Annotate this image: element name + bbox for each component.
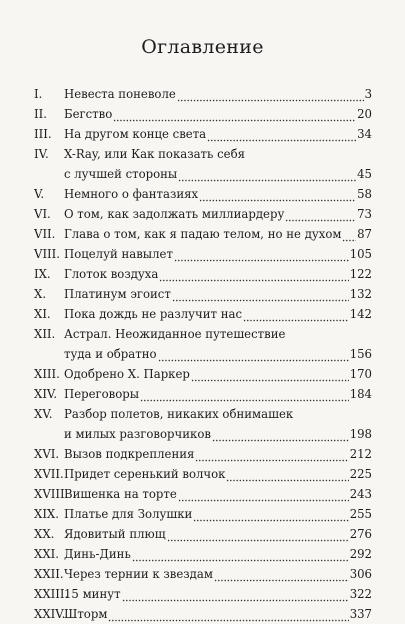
page-number: 156 (349, 347, 372, 361)
chapter-title: Платинум эгоист (64, 287, 171, 301)
page-number: 306 (349, 567, 372, 581)
chapter-number: XIV. (34, 387, 58, 401)
toc-line (34, 324, 372, 344)
chapter-number: XVIII. (34, 487, 69, 501)
toc-line (34, 204, 372, 224)
chapter-number: XII. (34, 327, 56, 341)
dot-leader (199, 184, 356, 204)
chapter-title: Глава о том, как я падаю телом, но не духом (64, 227, 342, 241)
chapter-number: XVII. (34, 467, 64, 481)
toc-entry (34, 464, 372, 484)
chapter-title-row (64, 524, 372, 544)
table-of-contents (34, 84, 372, 624)
chapter-number: III. (34, 127, 52, 141)
page-number: 322 (349, 587, 372, 601)
chapter-number: II. (34, 107, 47, 121)
page-number: 225 (349, 467, 372, 481)
dot-leader (178, 164, 356, 184)
toc-entry (34, 244, 372, 264)
page-number: 337 (349, 607, 372, 621)
toc-line (34, 304, 372, 324)
chapter-number: XVI. (34, 447, 60, 461)
chapter-number: V. (34, 187, 45, 201)
page-title: Оглавление (141, 36, 264, 58)
chapter-number: XIII. (34, 367, 60, 381)
chapter-number: XXII. (34, 567, 64, 581)
dot-leader (140, 384, 349, 404)
toc-line (34, 544, 372, 564)
dot-leader (285, 204, 356, 224)
chapter-number: X. (34, 287, 47, 301)
toc-entry (34, 444, 372, 464)
chapter-title-row (64, 484, 372, 504)
dot-leader (108, 604, 348, 624)
chapter-title: Разбор полетов, никаких обнимашек (64, 407, 294, 421)
chapter-title: X-Ray, или Как показать себя (64, 147, 245, 161)
chapter-number: IV. (34, 147, 49, 161)
chapter-number: XI. (34, 307, 51, 321)
toc-line (34, 464, 372, 484)
toc-entry (34, 84, 372, 104)
chapter-title: Шторм (64, 607, 108, 621)
dot-leader (207, 124, 356, 144)
dot-leader (195, 444, 348, 464)
toc-line (34, 144, 372, 164)
chapter-title: Поцелуй навылет (64, 247, 173, 261)
chapter-title: Одобрено Х. Паркер (64, 367, 190, 381)
chapter-number: I. (34, 87, 43, 101)
chapter-title-row (64, 424, 372, 444)
page-number: 243 (349, 487, 372, 501)
chapter-title: Немного о фантазиях (64, 187, 199, 201)
chapter-number: VII. (34, 227, 56, 241)
chapter-title: Вишенка на торте (64, 487, 177, 501)
toc-line (34, 164, 372, 184)
toc-entry (34, 524, 372, 544)
chapter-title-row (64, 104, 372, 124)
dot-leader (342, 224, 356, 244)
chapter-title-row (64, 604, 372, 624)
toc-line (34, 104, 372, 124)
page-number: 292 (349, 547, 372, 561)
page-number: 198 (349, 427, 372, 441)
dot-leader (167, 524, 349, 544)
chapter-title-row (64, 144, 372, 164)
toc-entry (34, 184, 372, 204)
page-number: 170 (349, 367, 372, 381)
toc-line (34, 424, 372, 444)
chapter-title: Динь-Динь (64, 547, 131, 561)
dot-leader (174, 244, 349, 264)
toc-line (34, 364, 372, 384)
page-number: 212 (349, 447, 372, 461)
page-number: 87 (357, 227, 372, 241)
chapter-title-row (64, 404, 372, 424)
chapter-title-row (64, 184, 372, 204)
chapter-number: XX. (34, 527, 55, 541)
toc-line (34, 344, 372, 364)
page-number: 184 (349, 387, 372, 401)
toc-line (34, 284, 372, 304)
chapter-title-row (64, 444, 372, 464)
dot-leader (132, 544, 349, 564)
page-number: 34 (357, 127, 372, 141)
chapter-title-row (64, 504, 372, 524)
toc-entry (34, 584, 372, 604)
dot-leader (226, 464, 348, 484)
chapter-title-row (64, 324, 372, 344)
chapter-number: VIII. (34, 247, 61, 261)
toc-entry (34, 204, 372, 224)
dot-leader (113, 104, 356, 124)
chapter-title: Пока дождь не разлучит нас (64, 307, 243, 321)
dot-leader (158, 344, 349, 364)
toc-entry (34, 284, 372, 304)
chapter-title: Астрал. Неожиданное путешествие (64, 327, 286, 341)
toc-entry (34, 484, 372, 504)
chapter-title: Платье для Золушки (64, 507, 193, 521)
chapter-title: Через тернии к звездам (64, 567, 213, 581)
toc-entry (34, 104, 372, 124)
toc-line (34, 384, 372, 404)
toc-entry (34, 364, 372, 384)
chapter-title: Бегство (64, 107, 113, 121)
chapter-number: XXI. (34, 547, 59, 561)
dot-leader (177, 84, 364, 104)
toc-entry (34, 124, 372, 144)
chapter-title: 15 минут (64, 587, 121, 601)
dot-leader (243, 304, 349, 324)
toc-entry (34, 604, 372, 624)
toc-line (34, 584, 372, 604)
chapter-title-row (64, 164, 372, 184)
toc-line (34, 84, 372, 104)
chapter-title: Глоток воздуха (64, 267, 159, 281)
toc-entry (34, 144, 372, 184)
dot-leader (214, 564, 349, 584)
chapter-title: Невеста поневоле (64, 87, 176, 101)
toc-entry (34, 304, 372, 324)
toc-entry (34, 224, 372, 244)
chapter-title: Придет серенький волчок (64, 467, 226, 481)
chapter-title-row (64, 464, 372, 484)
toc-line (34, 444, 372, 464)
toc-line (34, 224, 372, 244)
chapter-title-row (64, 564, 372, 584)
page-number: 3 (364, 87, 372, 101)
dot-leader (193, 504, 348, 524)
toc-entry (34, 324, 372, 364)
toc-line (34, 184, 372, 204)
chapter-title-row (64, 384, 372, 404)
dot-leader (159, 264, 348, 284)
page-number: 45 (357, 167, 372, 181)
chapter-title: На другом конце света (64, 127, 207, 141)
toc-entry (34, 404, 372, 444)
page-number: 132 (349, 287, 372, 301)
chapter-title-row (64, 124, 372, 144)
chapter-number: IX. (34, 267, 51, 281)
chapter-title-row (64, 544, 372, 564)
chapter-number: VI. (34, 207, 51, 221)
toc-line (34, 564, 372, 584)
chapter-title: и милых разговорчиков (64, 427, 211, 441)
chapter-title-row (64, 304, 372, 324)
page-number: 20 (357, 107, 372, 121)
toc-entry (34, 544, 372, 564)
page-number: 73 (357, 207, 372, 221)
page-number: 276 (349, 527, 372, 541)
page-number: 58 (357, 187, 372, 201)
chapter-title-row (64, 284, 372, 304)
toc-line (34, 404, 372, 424)
toc-line (34, 604, 372, 624)
toc-line (34, 504, 372, 524)
toc-entry (34, 564, 372, 584)
dot-leader (178, 484, 349, 504)
chapter-title: Ядовитый плющ (64, 527, 166, 541)
toc-line (34, 244, 372, 264)
chapter-number: XXIV. (34, 607, 66, 621)
chapter-title-row (64, 584, 372, 604)
dot-leader (122, 584, 349, 604)
chapter-title: с лучшей стороны (64, 167, 178, 181)
page-number: 142 (349, 307, 372, 321)
chapter-title: туда и обратно (64, 347, 157, 361)
chapter-title-row (64, 84, 372, 104)
page-number: 255 (349, 507, 372, 521)
chapter-title: Переговоры (64, 387, 140, 401)
chapter-title-row (64, 204, 372, 224)
toc-line (34, 484, 372, 504)
chapter-title-row (64, 264, 372, 284)
chapter-title-row (64, 224, 372, 244)
page-number: 105 (349, 247, 372, 261)
dot-leader (172, 284, 349, 304)
toc-entry (34, 504, 372, 524)
chapter-title: Вызов подкрепления (64, 447, 195, 461)
dot-leader (212, 424, 349, 444)
chapter-number: XIX. (34, 507, 59, 521)
toc-line (34, 124, 372, 144)
page-number: 122 (349, 267, 372, 281)
toc-line (34, 264, 372, 284)
toc-entry (34, 264, 372, 284)
chapter-title-row (64, 344, 372, 364)
dot-leader (191, 364, 349, 384)
chapter-number: XXIII. (34, 587, 69, 601)
toc-entry (34, 384, 372, 404)
chapter-title-row (64, 364, 372, 384)
chapter-title-row (64, 244, 372, 264)
chapter-title: О том, как задолжать миллиардеру (64, 207, 285, 221)
chapter-number: XV. (34, 407, 53, 421)
toc-line (34, 524, 372, 544)
